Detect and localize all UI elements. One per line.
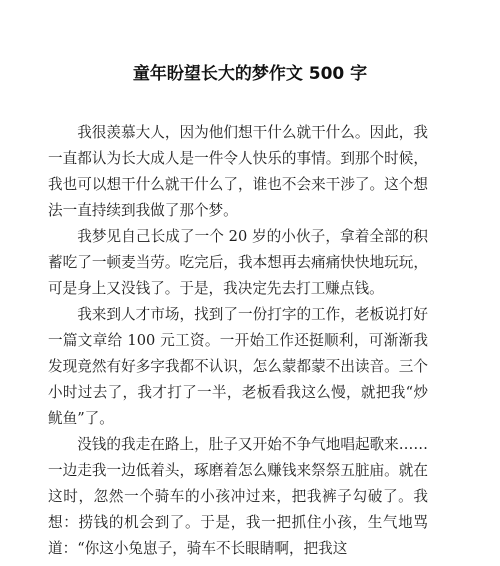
paragraph-1: 我很羡慕大人，因为他们想干什么就干什么。因此，我一直都认为长大成人是一件令人快乐的事情。到那个时候，我也可以想干什么就干什么了，谁也不会来干涉了。这个想法一直持续到我做了那个梦。 (48, 124, 428, 219)
document-body (48, 120, 428, 562)
paragraph-2: 我梦见自己长成了一个 20 岁的小伙子，拿着全部的积蓄吃了一顿麦当劳。吃完后，我本想再去痛痛快快地玩玩，可是身上又没钱了。于是，我决定先去打工赚点钱。 (48, 228, 428, 297)
paragraph-4: 没钱的我走在路上，肚子又开始不争气地唱起歌来……一边走我一边低着头，琢磨着怎么赚钱来祭祭五脏庙。就在这时，忽然一个骑车的小孩冲过来，把我裤子勾破了。我想：捞钱的机会到了。于是，我一把抓住小孩，生气地骂道：“你这小兔崽子，骑车不长眼睛啊，把我这 (48, 436, 428, 557)
document-title: 童年盼望长大的梦作文 500 字 (132, 64, 368, 84)
paragraph-3: 我来到人才市场，找到了一份打字的工作，老板说打好一篇文章给 100 元工资。一开始工作还挺顺利，可渐渐我发现竟然有好多字我都不认识，怎么蒙都蒙不出读音。三个小时过去了，我才打了一半，老板看我这么慢，就把我“炒鱿鱼”了。 (48, 306, 428, 427)
